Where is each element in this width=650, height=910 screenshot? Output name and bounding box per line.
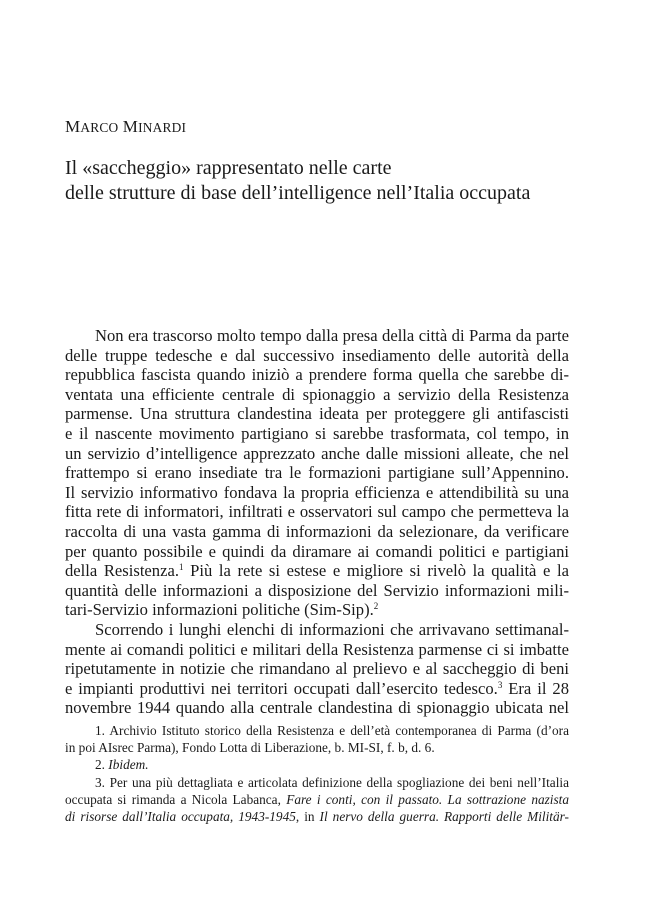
- footnote-cited-title: Fare i conti, con il passato. La sottrazione nazista: [286, 791, 569, 807]
- body-line: Il servizio informativo fondava la propria efficienza e attendibilità su una: [65, 482, 569, 502]
- body-line: Scorrendo i lunghi elenchi di informazioni che arrivavano settimanal-: [95, 619, 569, 639]
- title-line-2: delle strutture di base dell’intelligence nell’Italia occupata: [65, 182, 531, 204]
- body-line: novembre 1944 quando alla centrale clandestina di spionaggio ubicata nel: [65, 698, 569, 718]
- body-line: frattempo si erano insediate tra le formazioni partigiane sull’Appennino.: [65, 463, 569, 483]
- footnote-line: [65, 808, 569, 825]
- paragraph-1: [65, 326, 569, 620]
- body-line: mente ai comandi politici e militari della Resistenza parmense ci si imbatte: [65, 639, 569, 659]
- footnote-text: , in: [295, 809, 320, 825]
- body-text: [65, 326, 569, 718]
- body-text-run: Più la rete si estese e migliore si rivelò la qualità e la: [183, 561, 569, 581]
- footnote-ref-1[interactable]: 1: [178, 562, 184, 573]
- footnote-text: [95, 757, 149, 772]
- title-line-1: Il «saccheggio» rappresentato nelle carte: [65, 157, 392, 179]
- footnote-ref-2[interactable]: 2: [373, 601, 379, 612]
- body-line: repubblica fascista quando iniziò a prendere forma quella che sarebbe di-: [65, 365, 569, 385]
- footnote-cited-title: Il nervo della guerra. Rapporti delle Militär-: [319, 809, 569, 825]
- footnote-line: [65, 756, 569, 773]
- paragraph-2: [65, 620, 569, 718]
- footnote-line: [65, 791, 569, 808]
- author-name: [65, 116, 186, 139]
- body-text-run: tari-Servizio informazioni politiche (Sim-Sip).: [65, 600, 374, 620]
- body-line: ripetutamente in notizie che rimandano al prelievo e al saccheggio di beni: [65, 659, 569, 679]
- footnotes: [65, 722, 569, 825]
- body-line: per quanto possibile e quindi da diramare ai comandi politici e partigiani: [65, 541, 569, 561]
- footnote-text: Ibidem.: [108, 757, 149, 773]
- body-line: e il nascente movimento partigiano si sarebbe trasformata, col tempo, in: [65, 423, 569, 443]
- article-title: [65, 156, 595, 206]
- body-line: [65, 561, 569, 581]
- footnote-line: 1. Archivio Istituto storico della Resistenza e dell’età contemporanea di Parma (d’ora: [95, 723, 569, 738]
- footnote-cited-title: di risorse dall’Italia occupata, 1943-1945: [65, 809, 296, 825]
- author-last-initial: M: [122, 117, 139, 136]
- body-line: parmense. Una struttura clandestina ideata per proteggere gli antifascisti: [65, 404, 569, 424]
- footnote-ref-3[interactable]: 3: [497, 679, 503, 690]
- footnote-1: [65, 722, 569, 756]
- body-text-run: Era il 28: [502, 678, 569, 698]
- footnote-3: [65, 774, 569, 826]
- body-text-run: della Resistenza.: [65, 561, 179, 581]
- footnote-2: [65, 756, 569, 773]
- body-line: [65, 679, 569, 699]
- footnote-line: 3. Per una più dettagliata e articolata definizione della spogliazione dei beni nell’Italia: [95, 774, 569, 790]
- body-line: [65, 600, 569, 620]
- body-line: delle truppe tedesche e dal successivo insediamento delle autorità della: [65, 345, 569, 365]
- body-line: un servizio d’intelligence apprezzato anche dalle missioni alleate, che nel: [65, 443, 569, 463]
- author-first-initial: M: [65, 117, 81, 136]
- footnote-line: in poi AIsrec Parma), Fondo Lotta di Liberazione, b. MI-SI, f. b, d. 6.: [65, 740, 435, 756]
- body-line: ventata una efficiente centrale di spionaggio a servizio della Resistenza: [65, 384, 569, 404]
- body-line: quantità delle informazioni a disposizione del Servizio informazioni mili-: [65, 580, 569, 600]
- author-last-rest: INARDI: [138, 120, 187, 135]
- body-line: raccolta di una vasta gamma di informazioni da selezionare, da verificare: [65, 521, 569, 541]
- footnote-text: occupata si rimanda a Nicola Labanca,: [65, 791, 287, 807]
- author-first-rest: ARCO: [80, 120, 119, 135]
- body-line: Non era trascorso molto tempo dalla presa della città di Parma da parte: [95, 326, 569, 345]
- body-line: fitta rete di informatori, infiltrati e osservatori sul campo che permetteva la: [65, 502, 569, 522]
- body-text-run: e impianti produttivi nei territori occupati dall’esercito tedesco.: [65, 678, 498, 698]
- footnote-number: 2.: [95, 757, 109, 773]
